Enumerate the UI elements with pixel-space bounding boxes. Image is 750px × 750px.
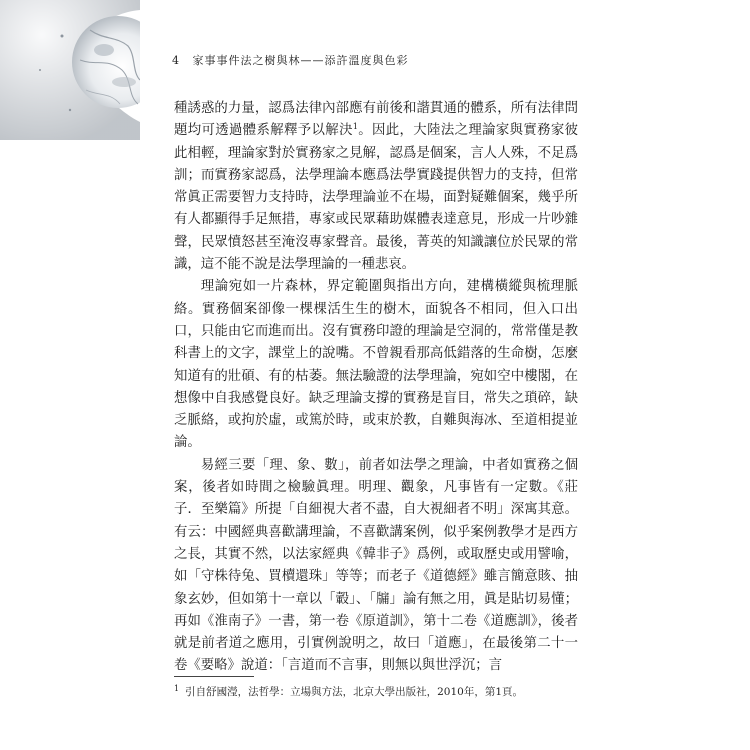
footnote-number: 1 — [174, 684, 180, 693]
footnote-text: 引自舒國瀅，法哲學：立場與方法，北京大學出版社，2010年，第1頁。 — [185, 686, 523, 698]
globe-watercolor-decoration-icon — [0, 0, 140, 140]
paragraph-1-text-b: 。因此，大陸法之理論家與實務家彼此相輕，理論家對於實務家之見解，認爲是個案，言人人殊，不足爲訓；而實務家認爲，法學理論本應爲法學實踐提供智力的支持，但常常眞正需要智力支持時，法學理論並不在場，面對疑難個案，幾乎所有人都顯得手足無措，專家或民眾藉助媒體表達意見，形成一片吵雜聲，民眾憤怒甚至淹沒專家聲音。最後，菁英的知識讓位於民眾的常識，這不能不說是法學理論的一種悲哀。 — [174, 123, 579, 273]
body-text — [174, 98, 578, 678]
paragraph-3: 易經三要「理、象、數」，前者如法學之理論，中者如實務之個案，後者如時間之檢驗眞理。明理、觀象，凡事皆有一定數。《莊子．至樂篇》所提「自細視大者不盡，自大視細者不明」深寓其意。有云：中國經典喜歡講理論，不喜歡講案例，似乎案例教學才是西方之長，其實不然，以法家經典《韓非子》爲例，或取歷史或用譬喻，如「守株待兔、買櫝還珠」等等；而老子《道德經》雖言簡意賅、抽象玄妙，但如第十一章以「轂」、「牖」論有無之用，眞是貼切易懂；再如《淮南子》一書，第一卷《原道訓》，第十二卷《道應訓》，後者就是前者道之應用，引實例說明之，故曰「道應」，在最後第二十一卷《要略》說道：「言道而不言事，則無以與世浮沉；言 — [174, 457, 578, 674]
running-header — [172, 52, 409, 68]
paragraph-2: 理論宛如一片森林，界定範圍與指出方向，建構橫縱與梳理脈絡。實務個案卻像一棵棵活生生的樹木，面貌各不相同，但入口出口，只能由它而進而出。沒有實務印證的理論是空洞的，常常僅是教科書上的文字，課堂上的說嘴。不曾親看那高低錯落的生命樹，怎麼知道有的壯碩、有的枯萎。無法驗證的法學理論，宛如空中樓閣，在想像中自我感覺良好。缺乏理論支撐的實務是盲目，常失之瑣碎，缺乏脈絡，或拘於虛，或篤於時，或束於教，自難與海冰、至道相提並論。 — [174, 279, 578, 451]
footnote-divider — [174, 676, 254, 677]
footnote-reference[interactable]: 1 — [352, 122, 358, 132]
paragraph-1 — [174, 98, 578, 276]
page-number: 4 — [172, 54, 180, 67]
footnote — [174, 684, 523, 699]
paragraph-1-text-a: 種誘惑的力量，認爲法律內部應有前後和諧貫通的體系，所有法律問題均可透過體系解釋予以解決 — [174, 101, 578, 139]
running-title: 家事事件法之樹與林——添許溫度與色彩 — [192, 54, 409, 67]
